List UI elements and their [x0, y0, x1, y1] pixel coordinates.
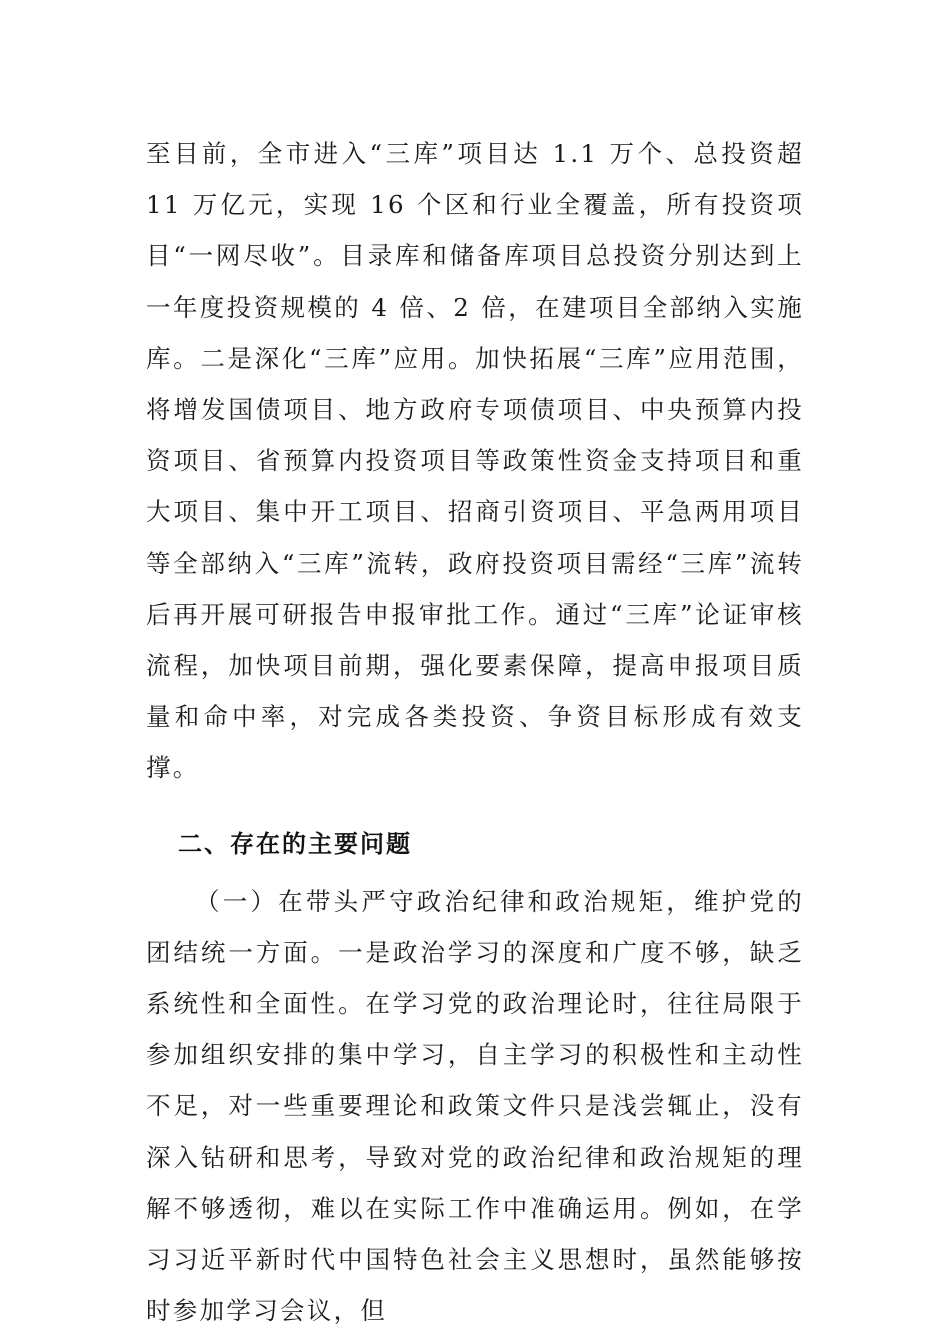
document-body	[146, 128, 804, 1336]
body-paragraph-continued: 至目前，全市进入“三库”项目达 1.1 万个、总投资超 11 万亿元，实现 16 个区和行业全覆盖，所有投资项目“一网尽收”。目录库和储备库项目总投资分别达到上一年度投资规模的 4 倍、2 倍，在建项目全部纳入实施库。二是深化“三库”应用。加快拓展“三库”应用范围，将增发国债项目、地方政府专项债项目、中央预算内投资项目、省预算内投资项目等政策性资金支持项目和重大项目、集中开工项目、招商引资项目、平急两用项目等全部纳入“三库”流转，政府投资项目需经“三库”流转后再开展可研报告申报审批工作。通过“三库”论证审核流程，加快项目前期，强化要素保障，提高申报项目质量和命中率，对完成各类投资、争资目标形成有效支撑。	[146, 139, 804, 783]
body-paragraph-section-one: （一）在带头严守政治纪律和政治规矩，维护党的团结统一方面。一是政治学习的深度和广度不够，缺乏系统性和全面性。在学习党的政治理论时，往往局限于参加组织安排的集中学习，自主学习的积极性和主动性不足，对一些重要理论和政策文件只是浅尝辄止，没有深入钻研和思考，导致对党的政治纪律和政治规矩的理解不够透彻，难以在实际工作中准确运用。例如，在学习习近平新时代中国特色社会主义思想时，虽然能够按时参加学习会议，但	[146, 886, 804, 1326]
section-heading: 二、存在的主要问题	[178, 829, 412, 858]
